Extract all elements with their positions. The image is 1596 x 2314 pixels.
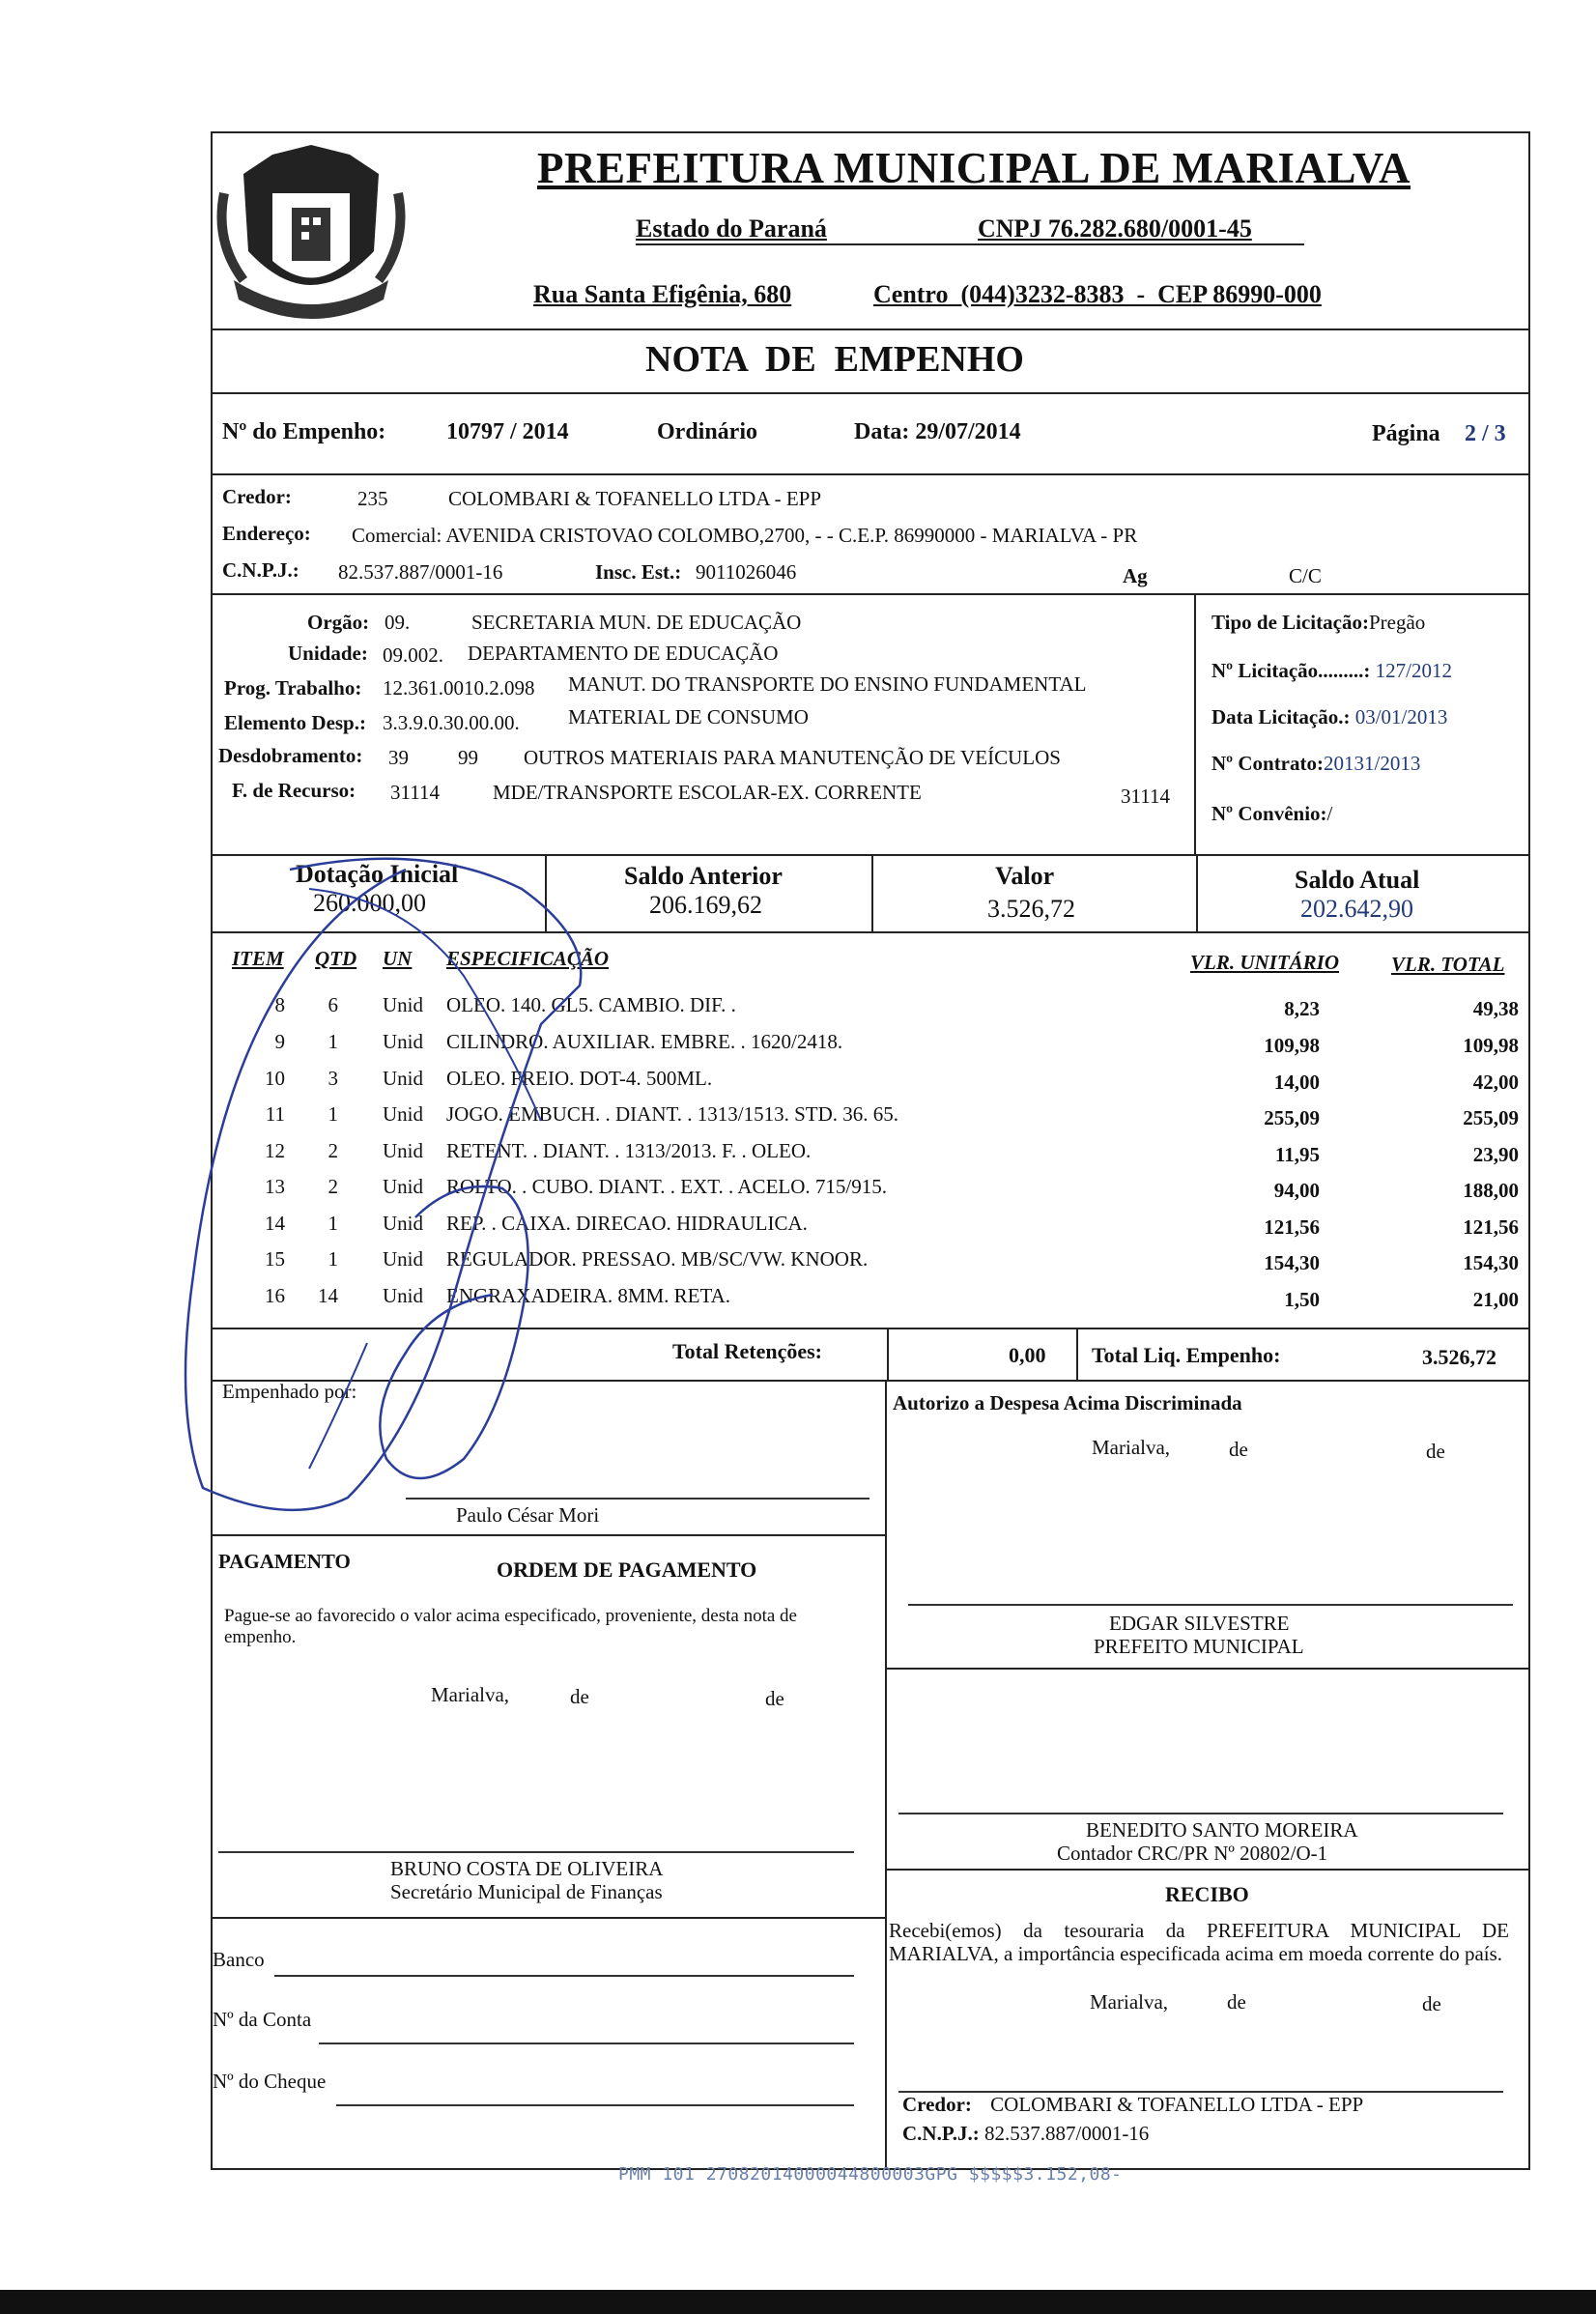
col-qtd: QTD: [315, 947, 357, 970]
secretario-name: BRUNO COSTA DE OLIVEIRA: [390, 1857, 664, 1880]
item-unit-price: 94,00: [1273, 1179, 1320, 1202]
footer-code: PMM 101 27082014000044800003GPG $$$$$3.152,08-: [618, 2164, 1123, 2185]
col-spec: ESPECIFICAÇÃO: [446, 947, 610, 970]
item-spec: CILINDRO. AUXILIAR. EMBRE. . 1620/2418.: [446, 1030, 843, 1053]
recibo-text: Recebi(emos) da tesouraria da PREFEITURA MUNICIPAL DE MARIALVA, a importância especificada acima em moeda corrente do país.: [889, 1919, 1509, 1965]
item-total: 188,00: [1463, 1179, 1519, 1202]
item-unit-price: 8,23: [1284, 997, 1320, 1020]
item-spec: RETENT. . DIANT. . 1313/2013. F. . OLEO.: [446, 1139, 812, 1162]
licitacao-number-value: 127/2012: [1375, 659, 1452, 682]
header-state: Estado do Paraná: [636, 214, 827, 243]
orgao-code: 09.: [385, 611, 411, 634]
valor-label: Valor: [995, 862, 1055, 890]
item-qtd: 1: [328, 1030, 338, 1053]
recibo-cnpj: [902, 2122, 1149, 2146]
desd-label: Desdobramento:: [218, 744, 363, 767]
credor-insc: 9011026046: [696, 560, 797, 584]
empenho-type: Ordinário: [657, 419, 758, 444]
item-unit: Unid: [383, 1175, 423, 1198]
item-total: 121,56: [1463, 1215, 1519, 1239]
orgao-name: SECRETARIA MUN. DE EDUCAÇÃO: [471, 611, 802, 634]
item-spec: JOGO. EMBUCH. . DIANT. . 1313/1513. STD. 36. 65.: [446, 1102, 899, 1126]
prog-code: 12.361.0010.2.098: [383, 676, 535, 700]
convenio-label: Nº Convênio:: [1211, 802, 1327, 825]
item-number: 16: [265, 1284, 285, 1307]
item-unit-price: 14,00: [1273, 1071, 1320, 1094]
credor-cnpj: 82.537.887/0001-16: [338, 560, 503, 584]
coat-of-arms-icon: [214, 135, 408, 329]
retencoes-label: Total Retenções:: [672, 1339, 822, 1363]
item-number: 14: [265, 1212, 285, 1235]
item-qtd: 1: [328, 1247, 338, 1271]
header-title: PREFEITURA MUNICIPAL DE MARIALVA: [537, 144, 1411, 192]
orgao-label: Orgão:: [307, 611, 370, 634]
saldo-atual-label: Saldo Atual: [1295, 866, 1420, 894]
item-unit: Unid: [383, 1067, 423, 1090]
item-number: 8: [274, 993, 285, 1016]
contrato: [1211, 752, 1420, 776]
elem-name: MATERIAL DE CONSUMO: [568, 705, 809, 728]
valor-value: 3.526,72: [987, 895, 1075, 923]
item-spec: ENGRAXADEIRA. 8MM. RETA.: [446, 1284, 731, 1307]
licitacao-type-value: Pregão: [1368, 611, 1426, 634]
banco-label: Banco: [213, 1948, 265, 1971]
licitacao-date: [1211, 705, 1447, 729]
elem-label: Elemento Desp.:: [224, 711, 366, 734]
prog-name: MANUT. DO TRANSPORTE DO ENSINO FUNDAMENTAL: [568, 672, 1087, 696]
contrato-value: 20131/2013: [1324, 752, 1421, 775]
item-qtd: 2: [328, 1175, 338, 1198]
item-spec: ROLTO. . CUBO. DIANT. . EXT. . ACELO. 715/915.: [446, 1175, 887, 1198]
insc-label: Insc. Est.:: [595, 560, 682, 584]
liquido-value: 3.526,72: [1422, 1345, 1496, 1369]
item-qtd: 6: [328, 993, 338, 1016]
item-number: 11: [265, 1102, 285, 1126]
item-unit-price: 121,56: [1264, 1215, 1320, 1239]
item-total: 109,98: [1463, 1034, 1519, 1057]
credor-name: COLOMBARI & TOFANELLO LTDA - EPP: [448, 487, 822, 510]
item-total: 255,09: [1463, 1106, 1519, 1129]
item-unit: Unid: [383, 993, 423, 1016]
item-spec: REGULADOR. PRESSAO. MB/SC/VW. KNOOR.: [446, 1247, 869, 1271]
scan-bottom-strip: [0, 2290, 1596, 2314]
fonte-label: F. de Recurso:: [232, 779, 356, 802]
document-title: NOTA DE EMPENHO: [645, 339, 1024, 380]
desd-code1: 39: [388, 746, 409, 769]
elem-code: 3.3.9.0.30.00.00.: [383, 711, 520, 734]
unidade-code: 09.002.: [383, 643, 443, 667]
dotacao-value: 260.000,00: [313, 889, 426, 917]
item-qtd: 2: [328, 1139, 338, 1162]
convenio: [1211, 802, 1332, 826]
prog-label: Prog. Trabalho:: [224, 676, 362, 700]
empenhado-label: Empenhado por:: [222, 1380, 357, 1403]
contador-role: Contador CRC/PR Nº 20802/O-1: [1057, 1842, 1328, 1865]
autorizo-de1: de: [1229, 1438, 1248, 1461]
header-district-phone-cep: Centro (044)3232-8383 - CEP 86990-000: [873, 280, 1322, 308]
item-unit-price: 154,30: [1264, 1251, 1320, 1274]
licitacao-date-label: Data Licitação.:: [1211, 705, 1351, 728]
recibo-credor-name: COLOMBARI & TOFANELLO LTDA - EPP: [990, 2093, 1364, 2116]
pagamento-de1: de: [570, 1685, 589, 1708]
item-unit-price: 1,50: [1284, 1288, 1320, 1311]
autorizo-de2: de: [1426, 1440, 1445, 1463]
item-number: 9: [274, 1030, 285, 1053]
item-number: 15: [265, 1247, 285, 1271]
prefeito-name: EDGAR SILVESTRE: [1109, 1612, 1290, 1635]
cnpj-label: C.N.P.J.:: [222, 558, 299, 582]
contrato-label: Nº Contrato:: [1211, 752, 1324, 775]
ordem-pagamento-title: ORDEM DE PAGAMENTO: [497, 1557, 757, 1582]
item-qtd: 3: [328, 1067, 338, 1090]
recibo-credor-label: Credor:: [902, 2093, 972, 2116]
signature-scribble: [174, 831, 618, 1527]
item-total: 154,30: [1463, 1251, 1519, 1274]
credor-label: Credor:: [222, 485, 292, 508]
item-qtd: 1: [328, 1212, 338, 1235]
item-qtd: 1: [328, 1102, 338, 1126]
address-label: Endereço:: [222, 522, 311, 545]
saldo-atual-value: 202.642,90: [1300, 895, 1413, 923]
recibo-place: Marialva,: [1090, 1990, 1169, 2014]
fonte-code2: 31114: [1121, 785, 1170, 808]
convenio-value: /: [1326, 802, 1333, 825]
prefeito-role: PREFEITO MUNICIPAL: [1094, 1635, 1304, 1658]
header-cnpj: CNPJ 76.282.680/0001-45: [978, 214, 1252, 243]
conta-label: Nº da Conta: [213, 2008, 312, 2031]
item-total: 23,90: [1472, 1143, 1519, 1166]
item-qtd: 14: [318, 1284, 338, 1307]
col-unit: VLR. UNITÁRIO: [1190, 951, 1340, 974]
header-street: Rua Santa Efigênia, 680: [533, 280, 792, 308]
item-total: 42,00: [1472, 1071, 1519, 1094]
page-label: Página: [1372, 421, 1440, 446]
empenho-date: Data: 29/07/2014: [854, 419, 1021, 444]
item-unit-price: 255,09: [1264, 1106, 1320, 1129]
liquido-label: Total Liq. Empenho:: [1092, 1343, 1281, 1367]
item-total: 21,00: [1472, 1288, 1519, 1311]
unidade-name: DEPARTAMENTO DE EDUCAÇÃO: [468, 642, 779, 665]
item-spec: REP. . CAIXA. DIRECAO. HIDRAULICA.: [446, 1212, 808, 1235]
item-unit: Unid: [383, 1030, 423, 1053]
autorizo-place: Marialva,: [1092, 1436, 1171, 1459]
item-unit: Unid: [383, 1284, 423, 1307]
item-unit-price: 11,95: [1274, 1143, 1320, 1166]
licitacao-date-value: 03/01/2013: [1354, 705, 1448, 728]
recibo-cnpj-label: C.N.P.J.:: [902, 2122, 980, 2145]
autorizo-text: Autorizo a Despesa Acima Discriminada: [893, 1391, 1242, 1414]
fonte-name: MDE/TRANSPORTE ESCOLAR-EX. CORRENTE: [493, 781, 922, 804]
item-unit: Unid: [383, 1139, 423, 1162]
pagamento-label: PAGAMENTO: [218, 1550, 351, 1573]
pagamento-de2: de: [765, 1687, 784, 1710]
ag-label: Ag: [1123, 564, 1148, 587]
licitacao-number: [1211, 659, 1452, 683]
item-spec: OLEO. 140. GL5. CAMBIO. DIF. .: [446, 993, 736, 1016]
item-number: 10: [265, 1067, 285, 1090]
licitacao-type: [1211, 611, 1425, 635]
pagamento-text: Pague-se ao favorecido o valor acima especificado, proveniente, desta nota de empenho.: [224, 1606, 797, 1647]
item-unit: Unid: [383, 1247, 423, 1271]
saldo-anterior-label: Saldo Anterior: [624, 862, 783, 890]
contador-name: BENEDITO SANTO MOREIRA: [1086, 1818, 1358, 1842]
desd-code2: 99: [458, 746, 478, 769]
item-number: 12: [265, 1139, 285, 1162]
credor-address: Comercial: AVENIDA CRISTOVAO COLOMBO,2700, - - C.E.P. 86990000 - MARIALVA - PR: [352, 524, 1138, 547]
pagamento-place: Marialva,: [431, 1683, 510, 1706]
col-total: VLR. TOTAL: [1391, 953, 1505, 976]
secretario-role: Secretário Municipal de Finanças: [390, 1880, 663, 1903]
empenhado-signer: Paulo César Mori: [456, 1503, 600, 1527]
cc-label: C/C: [1289, 564, 1322, 587]
item-total: 49,38: [1472, 997, 1519, 1020]
cheque-label: Nº do Cheque: [213, 2070, 327, 2093]
recibo-de1: de: [1227, 1990, 1246, 2014]
item-unit: Unid: [383, 1102, 423, 1126]
empenho-label: Nº do Empenho:: [222, 419, 386, 444]
recibo-credor: [902, 2093, 1363, 2117]
retencoes-value: 0,00: [1009, 1343, 1046, 1367]
item-spec: OLEO. FREIO. DOT-4. 500ML.: [446, 1067, 713, 1090]
col-un: UN: [383, 947, 413, 970]
dotacao-label: Dotação Inicial: [296, 860, 459, 888]
municipal-coat-of-arms: [214, 135, 408, 329]
item-unit-price: 109,98: [1264, 1034, 1320, 1057]
col-item: ITEM: [232, 947, 284, 970]
empenho-number: 10797 / 2014: [446, 419, 569, 444]
item-unit: Unid: [383, 1212, 423, 1235]
desd-name: OUTROS MATERIAIS PARA MANUTENÇÃO DE VEÍCULOS: [524, 746, 1061, 769]
licitacao-type-label: Tipo de Licitação:: [1211, 611, 1369, 634]
recibo-title: RECIBO: [1165, 1882, 1249, 1906]
recibo-de2: de: [1422, 1992, 1441, 2015]
unidade-label: Unidade:: [288, 642, 368, 665]
page-number: 2 / 3: [1465, 421, 1506, 446]
fonte-code: 31114: [390, 781, 440, 804]
licitacao-number-label: Nº Licitação.........:: [1211, 659, 1371, 682]
recibo-cnpj-value: 82.537.887/0001-16: [983, 2122, 1150, 2145]
credor-code: 235: [357, 487, 388, 510]
item-number: 13: [265, 1175, 285, 1198]
saldo-anterior-value: 206.169,62: [649, 891, 762, 919]
